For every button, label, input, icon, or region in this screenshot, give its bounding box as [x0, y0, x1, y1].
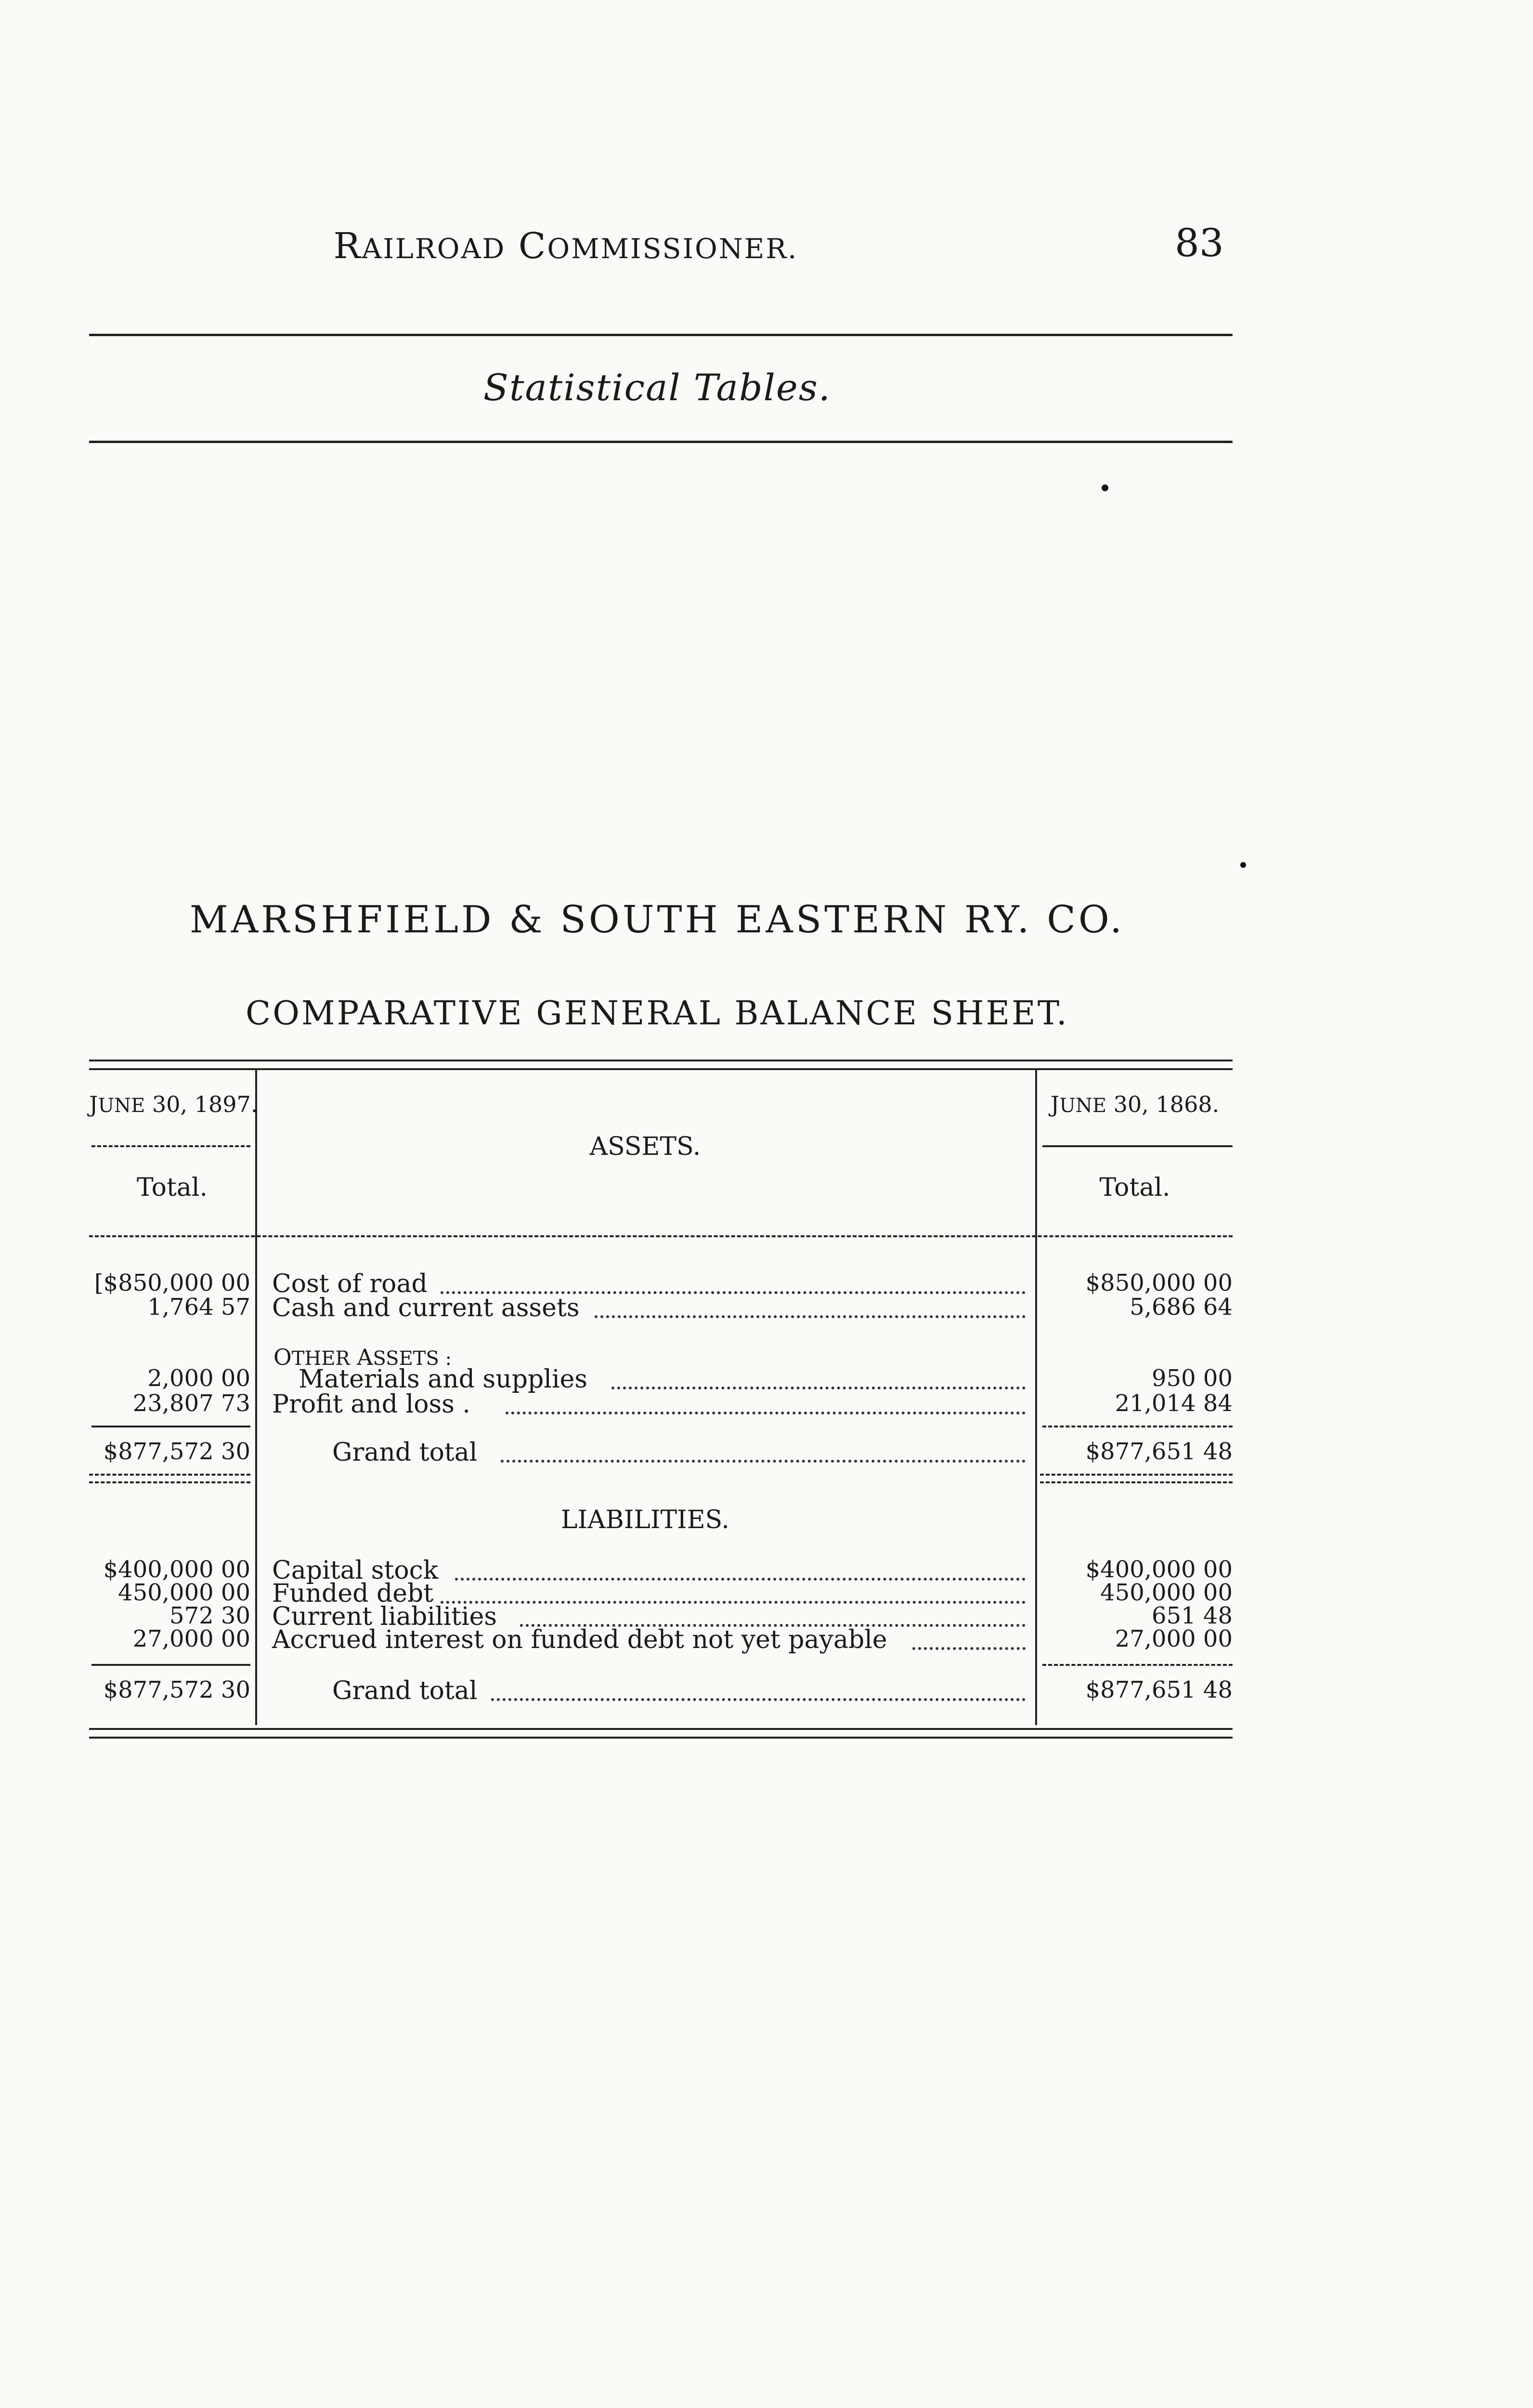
page-number: 83	[1175, 221, 1224, 265]
left-value: $400,000 00	[103, 1556, 250, 1583]
right-value: $850,000 00	[1085, 1269, 1233, 1296]
column-divider-right	[1035, 1070, 1037, 1725]
liabilities-heading: LIABILITIES.	[561, 1505, 729, 1534]
right-value: 950 00	[1152, 1365, 1233, 1392]
total-label: Grand total	[332, 1676, 478, 1705]
column-divider-left	[255, 1070, 257, 1725]
header-word-2-rest: OMMISSIONER.	[547, 233, 798, 265]
right-header-divider	[1042, 1145, 1233, 1147]
dot-leader	[441, 1601, 1026, 1604]
right-value: 651 48	[1152, 1602, 1233, 1629]
left-total-value: $877,572 30	[103, 1676, 250, 1703]
stray-mark	[1102, 484, 1108, 491]
left-value: 27,000 00	[132, 1625, 250, 1652]
subtotal-rule-left	[91, 1664, 250, 1666]
running-header	[0, 225, 1131, 267]
total-label: Grand total	[332, 1438, 478, 1467]
subtotal-rule-right	[1042, 1426, 1233, 1427]
header-word-2-initial: C	[518, 225, 547, 267]
row-label: Materials and supplies	[299, 1365, 588, 1394]
dot-leader	[611, 1387, 1026, 1389]
right-value: 21,014 84	[1115, 1390, 1233, 1417]
row-label: Current liabilities	[272, 1602, 497, 1631]
header-word-1-initial: R	[333, 225, 362, 267]
right-value: 450,000 00	[1100, 1579, 1233, 1606]
table-top-rule	[89, 1068, 1233, 1070]
double-rule-right	[1040, 1474, 1233, 1476]
right-date-year: 30, 1868.	[1113, 1091, 1220, 1117]
section-subtitle: Statistical Tables.	[483, 366, 831, 409]
left-date-month: UNE	[98, 1095, 145, 1117]
header-rule	[89, 334, 1233, 336]
assets-rest: SSETS :	[373, 1348, 452, 1370]
row-label: Capital stock	[272, 1556, 439, 1585]
right-value: 5,686 64	[1130, 1294, 1233, 1321]
left-column-date	[89, 1091, 258, 1117]
row-label: Cash and current assets	[272, 1294, 580, 1322]
company-name: MARSHFIELD & SOUTH EASTERN RY. CO.	[189, 898, 1125, 942]
left-total-value: $877,572 30	[103, 1438, 250, 1465]
table-bottom-rule	[89, 1737, 1233, 1739]
dot-leader	[595, 1315, 1026, 1318]
row-label: Profit and loss .	[272, 1390, 470, 1419]
right-column-date	[1037, 1093, 1233, 1115]
subtitle-rule	[89, 441, 1233, 443]
left-value: 1,764 57	[147, 1294, 250, 1321]
other-rest: THER	[291, 1348, 350, 1370]
assets-initial: A	[357, 1344, 373, 1370]
table-top-rule	[89, 1060, 1233, 1061]
subtotal-rule-left	[91, 1426, 250, 1427]
left-value: 2,000 00	[147, 1365, 250, 1392]
stray-mark	[1240, 862, 1246, 868]
subtotal-rule-right	[1042, 1664, 1233, 1666]
left-header-divider	[91, 1145, 250, 1147]
right-date-initial: J	[1050, 1091, 1060, 1117]
row-label: Accrued interest on funded debt not yet payable	[272, 1625, 887, 1654]
header-bottom-rule	[89, 1235, 1233, 1237]
dot-leader	[506, 1412, 1026, 1414]
right-date-month: UNE	[1059, 1095, 1107, 1117]
dot-leader	[501, 1460, 1026, 1463]
other-initial: O	[273, 1344, 292, 1370]
double-rule-left	[89, 1474, 250, 1476]
right-value: 27,000 00	[1115, 1625, 1233, 1652]
double-rule-left	[89, 1481, 250, 1483]
left-column-total: Total.	[136, 1173, 208, 1202]
dot-leader	[491, 1698, 1026, 1701]
row-label: Cost of road	[272, 1269, 428, 1298]
right-value: $400,000 00	[1085, 1556, 1233, 1583]
right-total-value: $877,651 48	[1085, 1438, 1233, 1465]
right-column-total: Total.	[1099, 1173, 1170, 1202]
left-value: 23,807 73	[132, 1390, 250, 1417]
left-value: 450,000 00	[118, 1579, 250, 1606]
left-value: [$850,000 00	[94, 1269, 250, 1296]
left-date-initial: J	[89, 1091, 98, 1117]
dot-leader	[455, 1578, 1026, 1581]
left-value: 572 30	[169, 1602, 250, 1629]
dot-leader	[912, 1647, 1026, 1650]
left-date-year: 30, 1897.	[152, 1091, 258, 1117]
double-rule-right	[1040, 1481, 1233, 1483]
header-word-1-rest: AILROAD	[362, 233, 506, 265]
right-total-value: $877,651 48	[1085, 1676, 1233, 1703]
balance-sheet-title: COMPARATIVE GENERAL BALANCE SHEET.	[246, 995, 1069, 1033]
row-label: Funded debt	[272, 1579, 434, 1608]
table-bottom-rule	[89, 1728, 1233, 1730]
assets-heading: ASSETS.	[589, 1132, 701, 1161]
